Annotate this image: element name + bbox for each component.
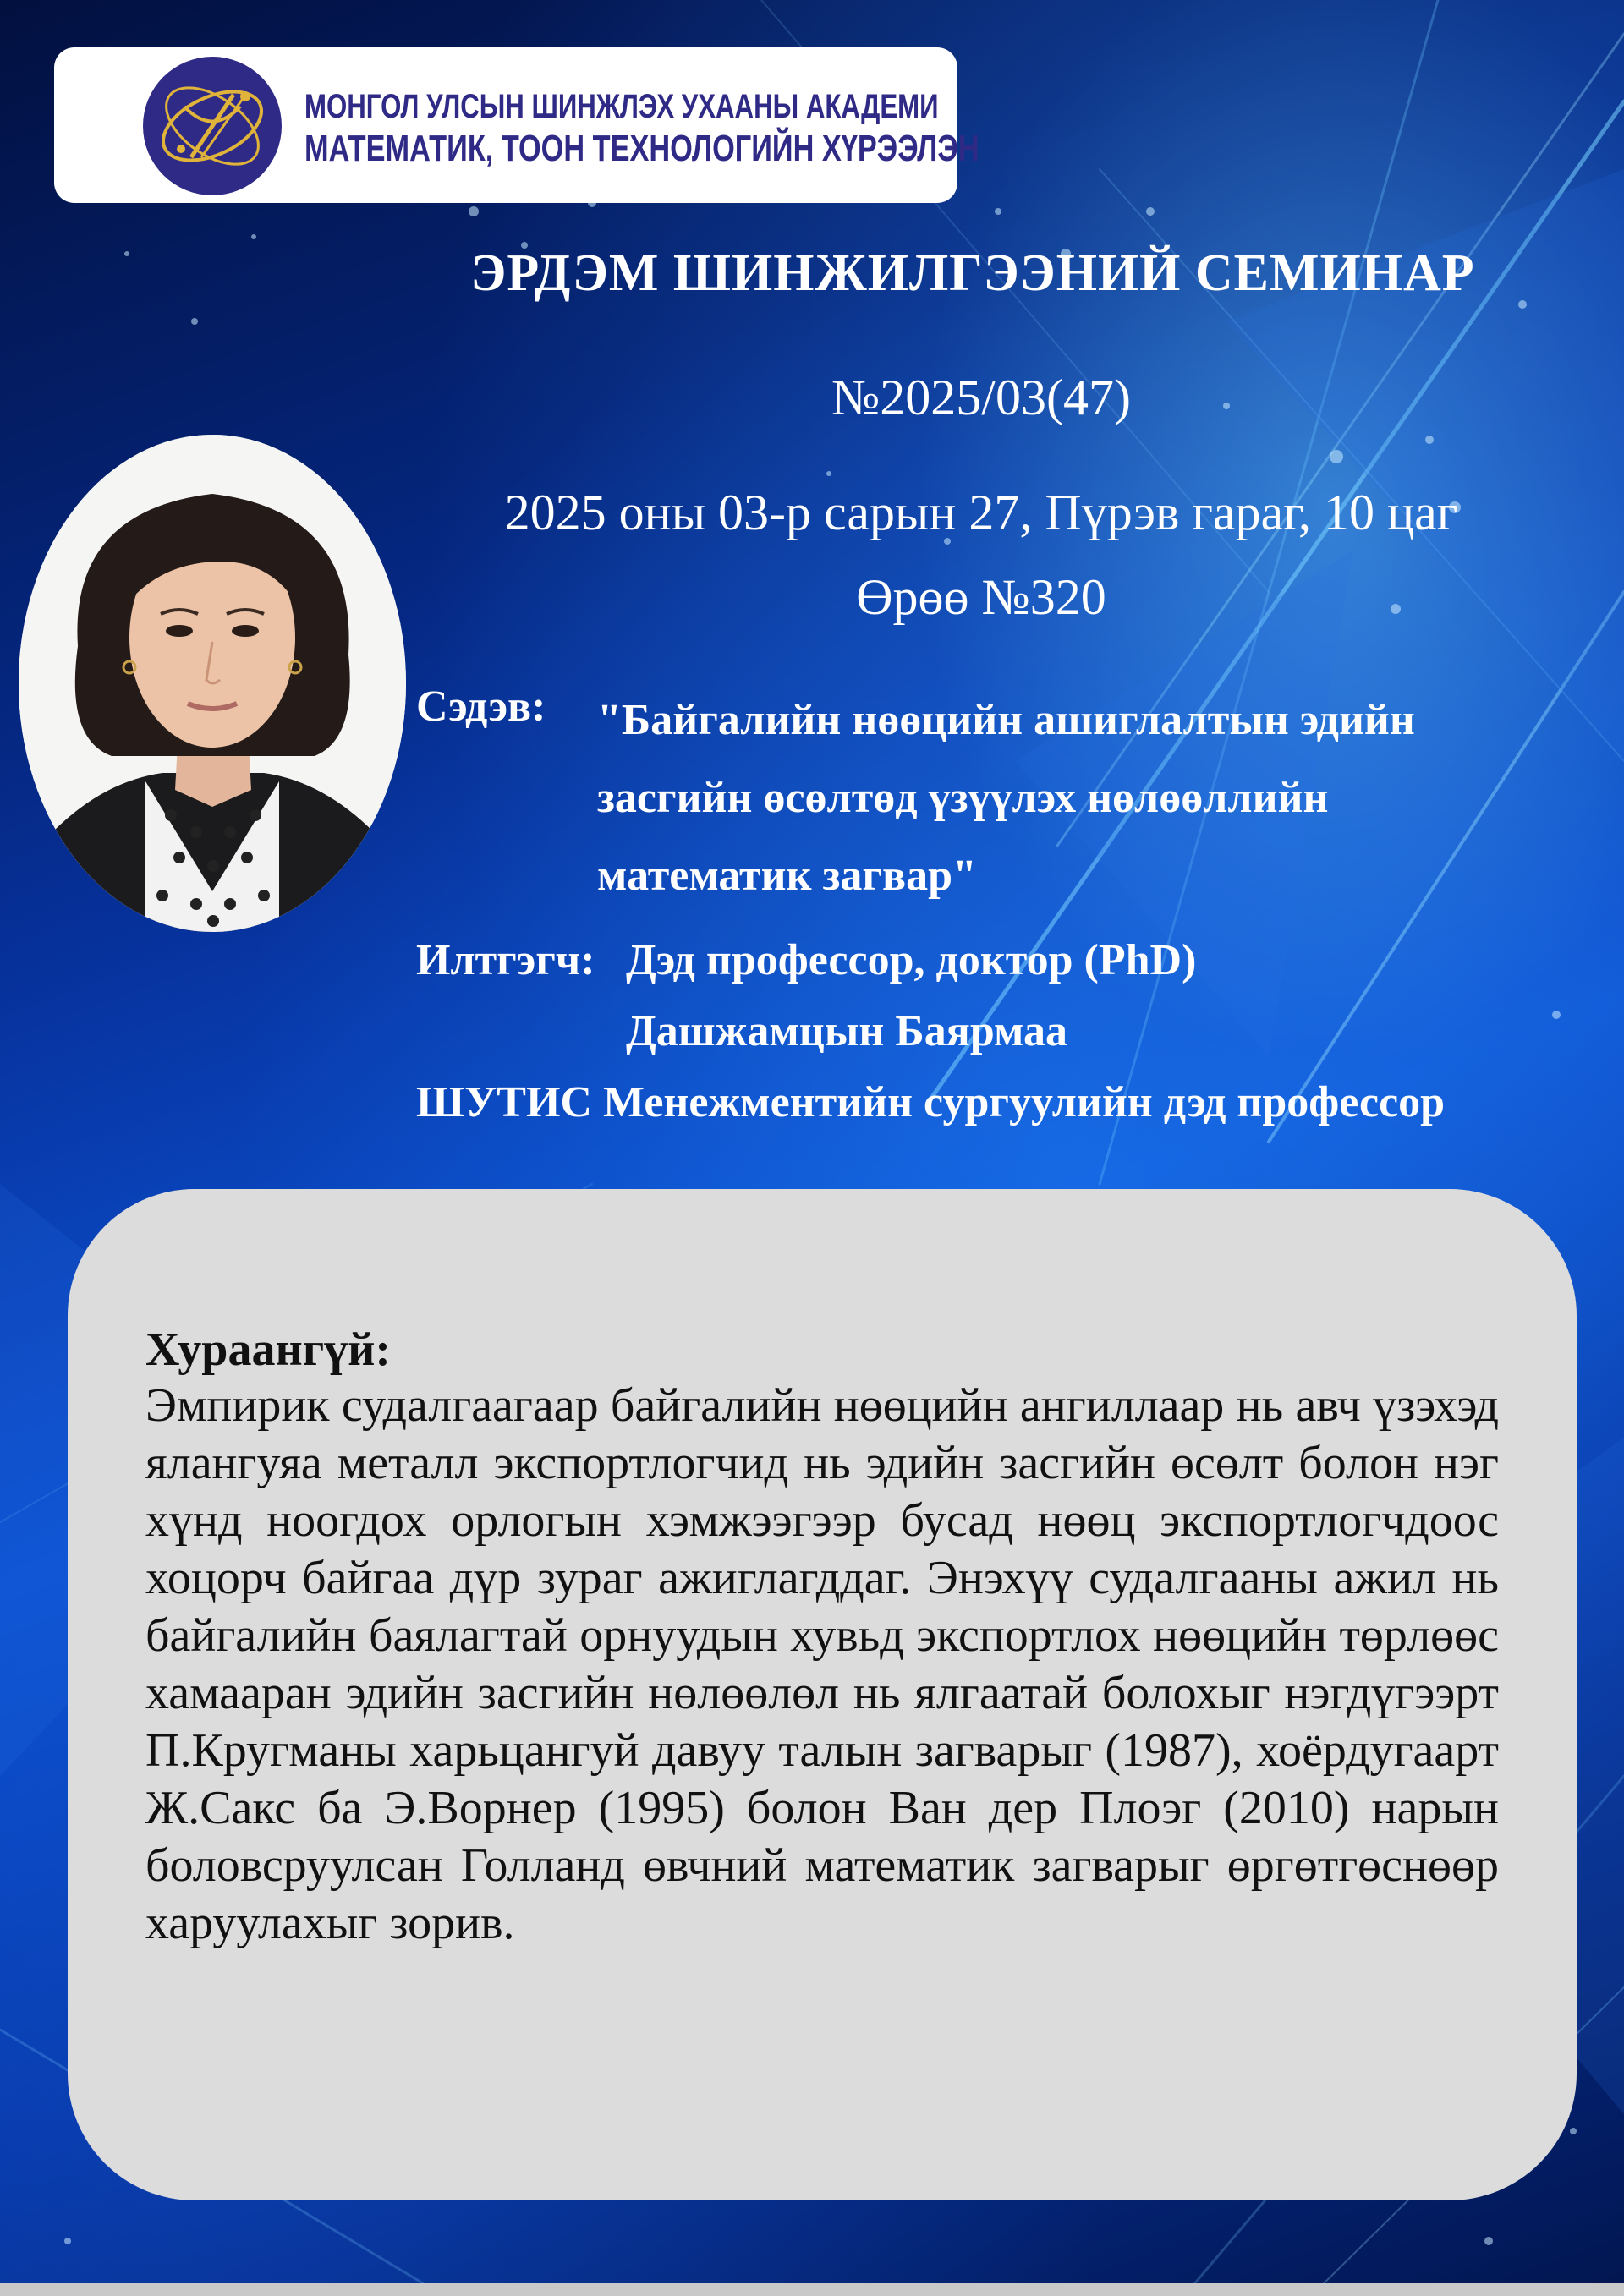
speaker-photo bbox=[19, 435, 406, 932]
bottom-edge-bar bbox=[0, 2283, 1624, 2296]
seminar-number: №2025/03(47) bbox=[831, 370, 1131, 425]
topic-line: "Байгалийн нөөцийн ашиглалтын эдийн bbox=[597, 696, 1415, 744]
seminar-room: Өрөө №320 bbox=[856, 569, 1106, 625]
logo-banner bbox=[54, 47, 979, 203]
institute-name bbox=[304, 86, 979, 171]
speaker-label: Илтгэгч: bbox=[416, 936, 595, 984]
topic-text bbox=[597, 682, 1415, 915]
speaker-name: Дашжамцын Баярмаа bbox=[626, 1007, 1068, 1055]
academy-name: МОНГОЛ УЛСЫН ШИНЖЛЭХ УХААНЫ АКАДЕМИ bbox=[304, 88, 939, 125]
abstract-content bbox=[145, 1323, 1499, 1952]
abstract-panel bbox=[68, 1189, 1577, 2200]
topic-line: засгийн өсөлтөд үзүүлэх нөлөөллийн bbox=[597, 774, 1329, 822]
seminar-date: 2025 оны 03-р сарын 27, Пүрэв гараг, 10 цаг bbox=[504, 485, 1458, 540]
abstract-body: Эмпирик судалгаагаар байгалийн нөөцийн ангиллаар нь авч үзэхэд ялангуяа металл экспортлогчид нь эдийн засгийн өсөлт болон нэг хүнд ноогдох орлогын хэмжээгээр бусад нөөц экспортлогчдоос хоцорч байгаа дүр зураг ажиглагддаг. Энэхүү судалгааны ажил нь байгалийн баялагтай орнуудын хувьд экспортлох нөөцийн төрлөөс хамааран эдийн засгийн нөлөөлөл нь ялгаатай болохыг нэгдүгээрт П.Кругманы харьцангуй давуу талын загварыг (1987), хоёрдугаарт Ж.Сакс ба Э.Ворнер (1995) болон Ван дер Плоэг (2010) нарын боловсруулсан Голланд өвчний математик загварыг өргөтгөснөөр харуулахыг зорив. bbox=[145, 1379, 1499, 1949]
speaker-affiliation: ШУТИС Менежментийн сургуулийн дэд профессор bbox=[416, 1078, 1446, 1126]
topic-label: Сэдэв: bbox=[416, 682, 546, 731]
abstract-heading: Хураангүй: bbox=[145, 1323, 392, 1376]
speaker-title: Дэд профессор, доктор (PhD) bbox=[626, 936, 1197, 984]
seminar-title: ЭРДЭМ ШИНЖИЛГЭЭНИЙ СЕМИНАР bbox=[470, 244, 1475, 302]
institute-title: МАТЕМАТИК, ТООН ТЕХНОЛОГИЙН ХҮРЭЭЛЭН bbox=[304, 128, 979, 169]
academy-emblem-icon bbox=[142, 56, 283, 196]
topic-line: математик загвар" bbox=[597, 852, 977, 900]
